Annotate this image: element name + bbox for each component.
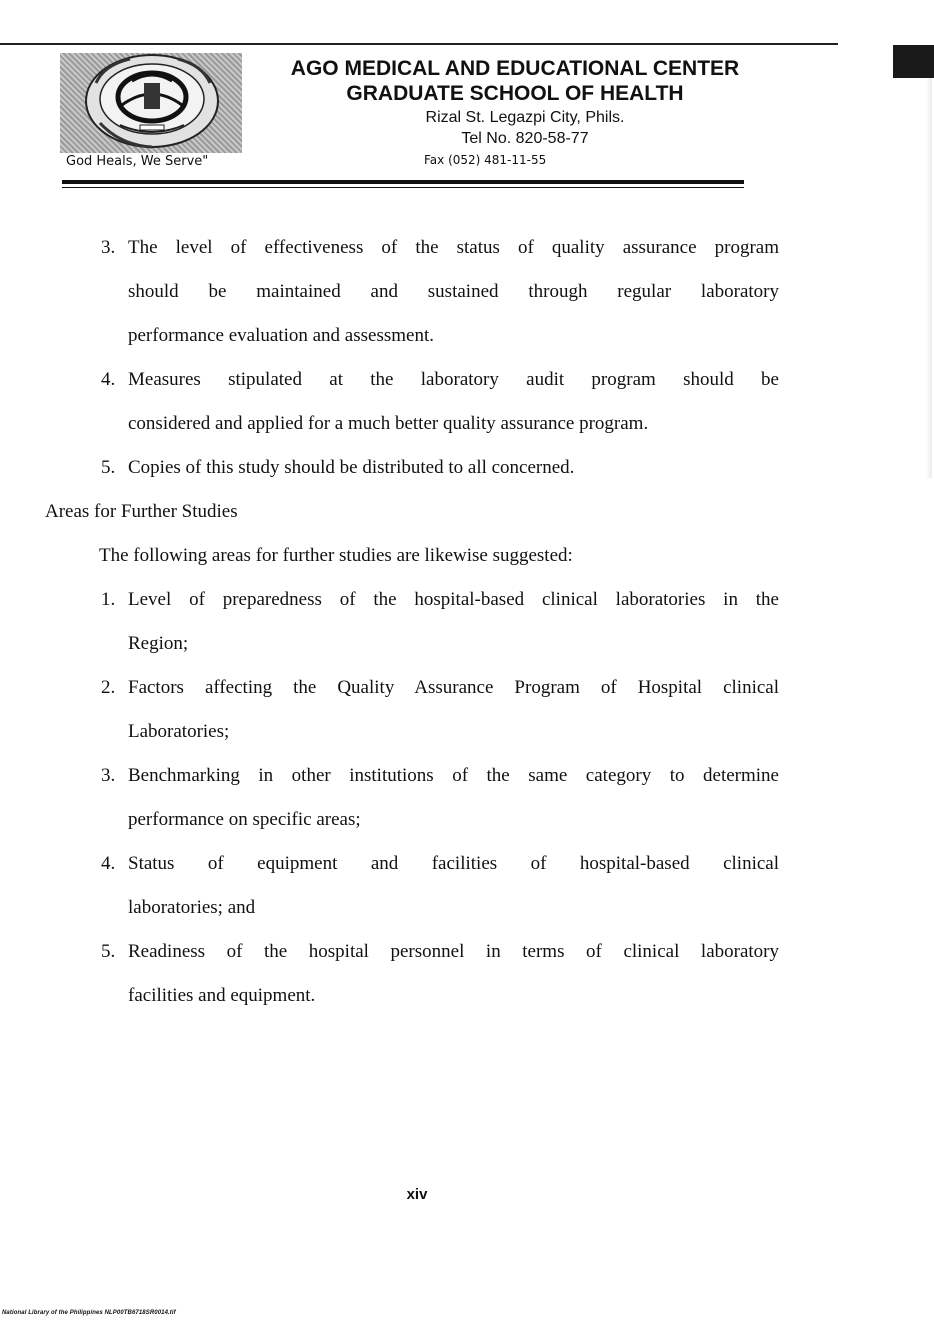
- list-line: should be maintained and sustained through regular laboratory: [128, 281, 779, 302]
- list-line: The level of effectiveness of the status of quality assurance program: [128, 237, 779, 258]
- list-line: laboratories; and: [128, 897, 256, 918]
- scan-footer: National Library of the Philippines NLP00TB6718SR0014.tif: [2, 1310, 176, 1316]
- fax: Fax (052) 481-11-55: [424, 153, 547, 167]
- scan-edge-shadow: [926, 78, 932, 478]
- section-intro: The following areas for further studies are likewise suggested:: [99, 545, 573, 566]
- school-name: GRADUATE SCHOOL OF HEALTH: [346, 82, 684, 105]
- list-line: Status of equipment and facilities of hospital-based clinical: [128, 853, 779, 874]
- list-line: Readiness of the hospital personnel in terms of clinical laboratory: [128, 941, 779, 962]
- scan-edge-mark: [893, 45, 934, 78]
- list-line: performance on specific areas;: [128, 809, 361, 830]
- list-number: 2.: [101, 677, 116, 698]
- list-line: performance evaluation and assessment.: [128, 325, 434, 346]
- list-line: Region;: [128, 633, 189, 654]
- top-rule: [0, 43, 838, 45]
- list-number: 5.: [101, 941, 116, 962]
- address: Rizal St. Legazpi City, Phils.: [425, 109, 625, 126]
- list-number: 3.: [101, 765, 116, 786]
- list-line: Level of preparedness of the hospital-based clinical laboratories in the: [128, 589, 779, 610]
- page-number: xiv: [406, 1186, 428, 1203]
- list-number: 4.: [101, 853, 116, 874]
- list-line: Laboratories;: [128, 721, 230, 742]
- list-number: 3.: [101, 237, 116, 258]
- list-number: 5.: [101, 457, 116, 478]
- school-seal-icon: [60, 53, 242, 153]
- logo: [60, 53, 242, 153]
- list-line: Measures stipulated at the laboratory audit program should be: [128, 369, 779, 390]
- list-number: 1.: [101, 589, 116, 610]
- list-line: Copies of this study should be distributed to all concerned.: [128, 457, 575, 478]
- list-line: facilities and equipment.: [128, 985, 316, 1006]
- list-number: 4.: [101, 369, 116, 390]
- header-rule-thick: [62, 180, 744, 184]
- header-rule-thin: [62, 187, 744, 188]
- institution-name: AGO MEDICAL AND EDUCATIONAL CENTER: [290, 57, 740, 80]
- list-line: considered and applied for a much better quality assurance program.: [128, 413, 649, 434]
- list-line: Benchmarking in other institutions of the same category to determine: [128, 765, 779, 786]
- list-line: Factors affecting the Quality Assurance Program of Hospital clinical: [128, 677, 779, 698]
- section-heading: Areas for Further Studies: [45, 501, 238, 522]
- motto: God Heals, We Serve": [66, 154, 209, 169]
- telephone: Tel No. 820-58-77: [461, 130, 589, 147]
